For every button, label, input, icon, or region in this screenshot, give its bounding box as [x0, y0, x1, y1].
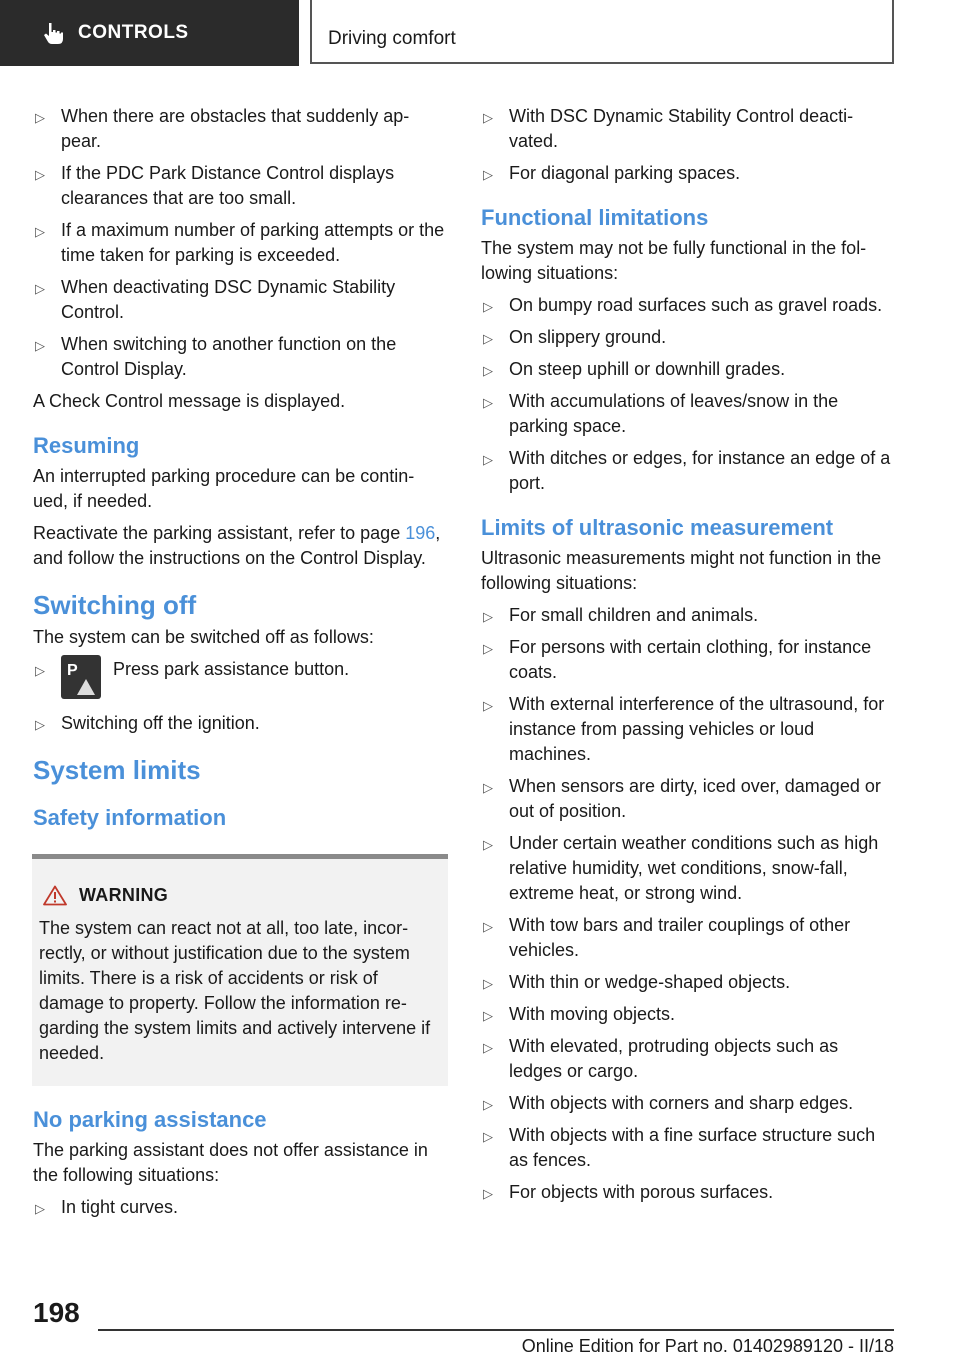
triangle-right-icon: ▷ [483, 1186, 493, 1201]
list-item: ▷ When switching to another function on the Control Display. [35, 334, 397, 379]
list-item: ▷ With DSC Dynamic Stability Control deacti‐vated. [483, 106, 854, 151]
list-item: ▷ Switching off the ignition. [33, 711, 448, 736]
list-item: ▷ For small children and animals. [481, 603, 896, 628]
list-item: ▷ In tight curves. [33, 1195, 448, 1220]
triangle-right-icon: ▷ [483, 609, 493, 624]
reactivate-text: Reactivate the parking assistant, refer to page 196, and follow the instructions on the Control Display. [33, 523, 441, 568]
triangle-right-icon: ▷ [483, 110, 493, 125]
triangle-right-icon: ▷ [483, 919, 493, 934]
list-item: ▷ With tow bars and trailer couplings of other vehicles. [483, 915, 851, 960]
chapter-tab [310, 0, 894, 64]
list-item: ▷ For objects with porous surfaces. [481, 1180, 896, 1205]
triangle-right-icon: ▷ [35, 281, 45, 296]
warning-title: WARNING [79, 885, 169, 905]
triangle-right-icon: ▷ [483, 299, 493, 314]
list-item: ▷ With elevated, protruding objects such as ledges or cargo. [483, 1036, 839, 1081]
triangle-right-icon: ▷ [35, 1201, 45, 1216]
list-item: ▷ P Press park assistance button. [33, 657, 448, 707]
ultrasonic-limits-heading: Limits of ultrasonic measurement [481, 515, 834, 540]
right-column [481, 104, 896, 1212]
list-item: ▷ With moving objects. [481, 1002, 896, 1027]
park-assist-button-icon: P [61, 655, 101, 699]
list-item: ▷ If a maximum number of parking attempts or the time taken for parking is exceeded. [35, 220, 445, 265]
triangle-right-icon: ▷ [483, 976, 493, 991]
functional-limitations-heading: Functional limitations [481, 205, 709, 230]
triangle-right-icon: ▷ [483, 1097, 493, 1112]
triangle-right-icon: ▷ [483, 698, 493, 713]
edition-text: Online Edition for Part no. 01402989120 - II/18 [521, 1336, 894, 1356]
triangle-right-icon: ▷ [483, 167, 493, 182]
list-item: ▷ On slippery ground. [481, 325, 896, 350]
switching-off-heading: Switching off [33, 590, 197, 620]
list-item: ▷ On steep uphill or downhill grades. [481, 357, 896, 382]
list-item: ▷ When there are obstacles that suddenly ap‐pear. [35, 106, 410, 151]
resuming-heading: Resuming [33, 433, 140, 458]
triangle-right-icon: ▷ [483, 780, 493, 795]
switching-off-text: The system can be switched off as follows: [33, 627, 374, 647]
list-item: ▷ If the PDC Park Distance Control displays clearances that are too small. [35, 163, 395, 208]
triangle-right-icon: ▷ [483, 363, 493, 378]
triangle-right-icon: ▷ [483, 395, 493, 410]
list-item: ▷ With ditches or edges, for instance an edge of a port. [483, 448, 891, 493]
warning-text: The system can react not at all, too late, incor‐rectly, or without justification due to the system limits. There is a risk of accidents or risk of damage to property. Follow the information re‐garding the system limits and actively intervene if needed. [39, 918, 431, 1063]
triangle-right-icon: ▷ [35, 663, 45, 678]
triangle-right-icon: ▷ [35, 110, 45, 125]
warning-triangle-icon [43, 885, 67, 906]
list-item: ▷ When deactivating DSC Dynamic Stability Control. [35, 277, 396, 322]
list-item: ▷ With external interference of the ultrasound, for instance from passing vehicles or loud machines. [483, 694, 885, 764]
triangle-right-icon: ▷ [35, 338, 45, 353]
hand-pointer-icon [40, 20, 66, 46]
section-tab [0, 0, 299, 66]
check-control-text: A Check Control message is displayed. [33, 391, 346, 411]
system-limits-heading: System limits [33, 755, 201, 785]
safety-information-heading: Safety information [33, 805, 227, 830]
triangle-right-icon: ▷ [483, 1040, 493, 1055]
no-parking-assistance-heading: No parking assistance [33, 1107, 267, 1132]
left-column [33, 104, 448, 1227]
triangle-right-icon: ▷ [483, 1129, 493, 1144]
triangle-right-icon: ▷ [35, 224, 45, 239]
functional-limitations-text: The system may not be fully functional in the fol‐lowing situations: [481, 238, 867, 283]
list-item: ▷ For persons with certain clothing, for instance coats. [483, 637, 872, 682]
list-item: ▷ Under certain weather conditions such as high relative humidity, wet conditions, snow‐fall, extreme heat, or strong wind. [483, 833, 879, 903]
triangle-right-icon: ▷ [483, 1008, 493, 1023]
triangle-right-icon: ▷ [483, 837, 493, 852]
list-item: ▷ On bumpy road surfaces such as gravel roads. [481, 293, 896, 318]
abort-conditions-list [33, 104, 448, 382]
warning-header [39, 883, 440, 908]
list-item: ▷ When sensors are dirty, iced over, damaged or out of position. [483, 776, 881, 821]
list-item: ▷ With thin or wedge-shaped objects. [481, 970, 896, 995]
list-item: ▷ With objects with a fine surface structure such as fences. [483, 1125, 876, 1170]
page-header [0, 0, 960, 66]
triangle-right-icon: ▷ [35, 167, 45, 182]
no-parking-assistance-text: The parking assistant does not offer assistance in the following situations: [33, 1140, 428, 1185]
page-number: 198 [33, 1297, 80, 1328]
page-reference-link[interactable]: 196 [405, 523, 436, 543]
chapter-title: Driving comfort [328, 28, 456, 49]
triangle-right-icon: ▷ [483, 331, 493, 346]
list-item: ▷ For diagonal parking spaces. [481, 161, 896, 186]
triangle-right-icon: ▷ [35, 717, 45, 732]
triangle-right-icon: ▷ [483, 452, 493, 467]
footer-divider [98, 1329, 894, 1331]
triangle-right-icon: ▷ [483, 641, 493, 656]
section-title: CONTROLS [78, 22, 189, 43]
list-item: ▷ With accumulations of leaves/snow in the parking space. [483, 391, 839, 436]
list-item: ▷ With objects with corners and sharp edges. [481, 1091, 896, 1116]
ultrasonic-limits-text: Ultrasonic measurements might not function in the following situations: [481, 548, 882, 593]
resuming-text: An interrupted parking procedure can be contin‐ued, if needed. [33, 466, 415, 511]
warning-box [32, 854, 448, 1086]
